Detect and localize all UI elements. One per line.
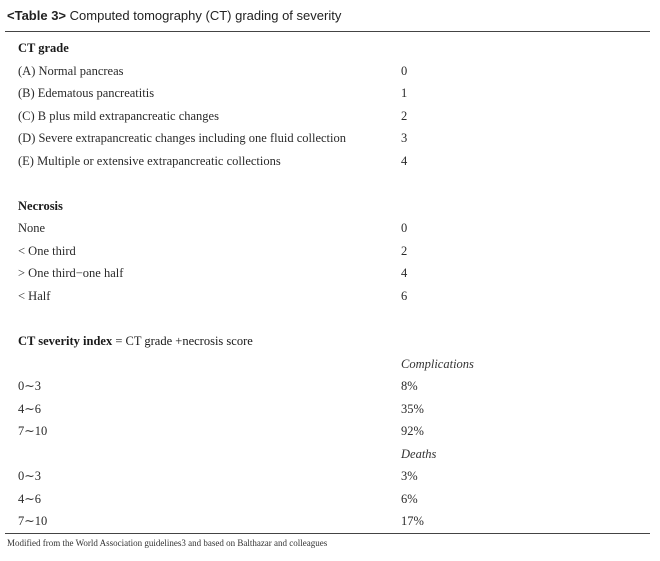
table-row [0, 512, 660, 530]
deaths-header: Deaths [401, 447, 437, 461]
row-value: 6 [401, 289, 408, 303]
complications-header: Complications [401, 357, 474, 371]
table-row [0, 467, 660, 485]
row-label: None [18, 221, 46, 235]
necrosis-heading: Necrosis [18, 199, 63, 213]
row-value: 92% [401, 424, 424, 438]
severity-index-heading [0, 332, 660, 350]
row-value: 8% [401, 379, 418, 393]
table-row [0, 107, 660, 125]
row-label: 0∼3 [18, 379, 41, 393]
table-row [0, 287, 660, 305]
table-row [0, 242, 660, 260]
ct-grade-heading: CT grade [18, 41, 69, 55]
row-label: > One third−one half [18, 266, 124, 280]
table-row [0, 422, 660, 440]
row-value: 3% [401, 469, 418, 483]
table-row [0, 377, 660, 395]
row-label: (D) Severe extrapancreatic changes including one fluid collection [18, 131, 346, 145]
row-label: (E) Multiple or extensive extrapancreatic collections [18, 154, 281, 168]
row-value: 4 [401, 266, 408, 280]
table-footnote: Modified from the World Association guidelines3 and based on Balthazar and colleagues [7, 538, 328, 548]
row-label: < Half [18, 289, 51, 303]
bottom-rule [5, 533, 650, 534]
table-row [0, 264, 660, 282]
row-label: < One third [18, 244, 76, 258]
row-label: 4∼6 [18, 402, 41, 416]
severity-index-formula: = CT grade +necrosis score [112, 334, 253, 348]
table-row [0, 129, 660, 147]
table-row [0, 62, 660, 80]
row-value: 3 [401, 131, 408, 145]
row-label: (A) Normal pancreas [18, 64, 124, 78]
table-row [0, 490, 660, 508]
row-value: 6% [401, 492, 418, 506]
table-row [0, 219, 660, 237]
top-rule [5, 31, 650, 32]
row-label: (B) Edematous pancreatitis [18, 86, 155, 100]
row-value: 1 [401, 86, 408, 100]
row-value: 0 [401, 64, 408, 78]
row-value: 4 [401, 154, 408, 168]
row-value: 17% [401, 514, 424, 528]
table-title: Computed tomography (CT) grading of severity [69, 8, 342, 23]
row-value: 35% [401, 402, 424, 416]
row-label: (C) B plus mild extrapancreatic changes [18, 109, 219, 123]
row-label: 7∼10 [18, 424, 48, 438]
row-value: 2 [401, 244, 408, 258]
row-value: 0 [401, 221, 408, 235]
table-row [0, 84, 660, 102]
table-row [0, 400, 660, 418]
table-caption [7, 8, 341, 23]
row-label: 0∼3 [18, 469, 41, 483]
row-label: 4∼6 [18, 492, 41, 506]
row-value: 2 [401, 109, 408, 123]
row-label: 7∼10 [18, 514, 48, 528]
table-number: <Table 3> [7, 8, 67, 23]
table-row [0, 152, 660, 170]
severity-index-title: CT severity index [18, 334, 113, 348]
